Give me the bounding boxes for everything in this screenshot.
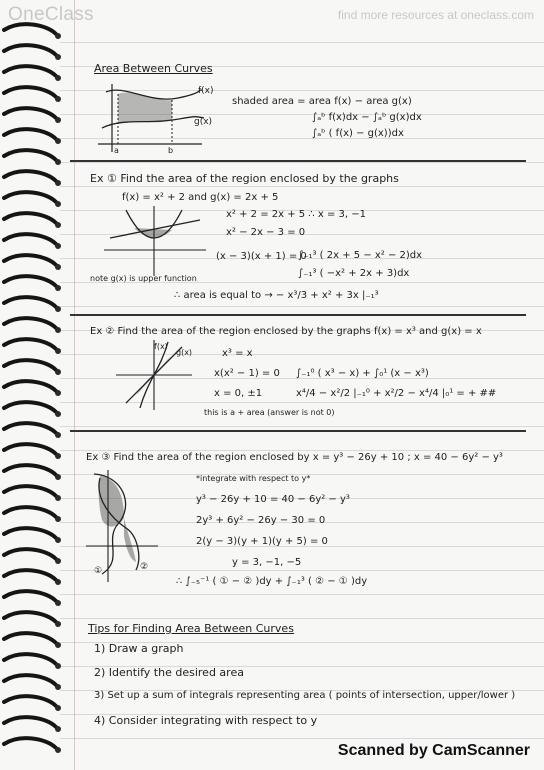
ruled-line <box>60 42 544 43</box>
spiral-ring <box>4 696 56 706</box>
punch-hole <box>55 180 61 186</box>
ex3-prompt: Ex ③ Find the area of the region enclosed by x = y³ − 26y + 10 ; x = 40 − 6y² − y³ <box>86 452 503 463</box>
punch-hole <box>55 285 61 291</box>
spiral-ring <box>4 402 56 412</box>
punch-hole <box>55 495 61 501</box>
section-divider <box>70 430 526 432</box>
tip-item-3: 3) Set up a sum of integrals representing area ( points of intersection, upper/lower ) <box>94 690 516 701</box>
spiral-ring <box>4 444 56 454</box>
punch-hole <box>55 138 61 144</box>
ex1-integral-2: ∫₋₁³ ( −x² + 2x + 3)dx <box>298 268 410 279</box>
spiral-ring <box>4 423 56 433</box>
punch-hole <box>55 390 61 396</box>
tip-item-1: 1) Draw a graph <box>94 642 184 655</box>
ex1-prompt: Ex ① Find the area of the region enclosed by the graphs <box>90 172 399 185</box>
spiral-ring <box>4 171 56 181</box>
spiral-ring <box>4 591 56 601</box>
section-divider <box>70 314 526 316</box>
spiral-ring <box>4 570 56 580</box>
spiral-ring <box>4 276 56 286</box>
punch-hole <box>55 159 61 165</box>
punch-hole <box>55 327 61 333</box>
tips-title: Tips for Finding Area Between Curves <box>88 622 294 635</box>
shaded-region <box>118 92 172 124</box>
ruled-line <box>60 162 544 163</box>
ruled-line <box>60 618 544 619</box>
ruled-line <box>60 426 544 427</box>
punch-hole <box>55 726 61 732</box>
ex1-note: note g(x) is upper function <box>90 274 197 283</box>
ex1-equation-3: (x − 3)(x + 1) = 0 <box>216 251 307 262</box>
spiral-ring <box>4 87 56 97</box>
spiral-ring <box>4 465 56 475</box>
ex2-equation-1: x³ = x <box>222 348 253 359</box>
ex1-equation-1: x² + 2 = 2x + 5 ∴ x = 3, −1 <box>226 209 366 220</box>
punch-hole <box>55 33 61 39</box>
punch-hole <box>55 117 61 123</box>
punch-hole <box>55 747 61 753</box>
spiral-ring <box>4 108 56 118</box>
punch-hole <box>55 663 61 669</box>
ex3-shaded-lower <box>124 518 136 562</box>
ruled-line <box>60 306 544 307</box>
ex3-curve-1-marker: ① <box>94 566 103 576</box>
ex2-label-g: g(x) <box>176 348 193 357</box>
intro-line-3: ∫ₐᵇ ( f(x) − g(x))dx <box>312 128 404 139</box>
intro-label-b: b <box>168 146 174 155</box>
spiral-ring <box>4 360 56 370</box>
spiral-ring <box>4 528 56 538</box>
punch-hole <box>55 600 61 606</box>
punch-hole <box>55 222 61 228</box>
section-title-area-between-curves: Area Between Curves <box>94 62 213 75</box>
intro-line-1: shaded area = area f(x) − area g(x) <box>232 96 412 107</box>
spiral-ring <box>4 192 56 202</box>
spiral-ring <box>4 45 56 55</box>
tip-item-4: 4) Consider integrating with respect to y <box>94 714 318 727</box>
ex2-note: this is a + area (answer is not 0) <box>204 408 335 417</box>
intro-label-a: a <box>114 146 119 155</box>
section-divider <box>70 160 526 162</box>
ex2-integral-2: x⁴/4 − x²/2 |₋₁⁰ + x²/2 − x⁴/4 |₀¹ = + ## <box>296 388 497 399</box>
ex3-equation-4: y = 3, −1, −5 <box>232 557 302 568</box>
spiral-ring <box>4 297 56 307</box>
ruled-line <box>60 594 544 595</box>
spiral-ring <box>4 339 56 349</box>
oneclass-logo: OneClass <box>8 4 94 25</box>
spiral-ring <box>4 738 56 748</box>
spiral-ring <box>4 612 56 622</box>
spiral-ring <box>4 633 56 643</box>
intro-label-g: g(x) <box>194 117 213 127</box>
ex1-functions: f(x) = x² + 2 and g(x) = 2x + 5 <box>122 192 279 203</box>
ex2-equation-2: x(x² − 1) = 0 <box>214 368 280 379</box>
spiral-ring <box>4 213 56 223</box>
ex2-prompt: Ex ② Find the area of the region enclosed by the graphs f(x) = x³ and g(x) = x <box>90 326 482 337</box>
ex3-note: *integrate with respect to y* <box>196 474 311 483</box>
spiral-ring <box>4 234 56 244</box>
spiral-ring <box>4 507 56 517</box>
punch-hole <box>55 306 61 312</box>
spiral-ring <box>4 150 56 160</box>
ex3-equation-1: y³ − 26y + 10 = 40 − 6y² − y³ <box>196 494 350 505</box>
punch-hole <box>55 75 61 81</box>
punch-hole <box>55 96 61 102</box>
scanner-stamp: Scanned by CamScanner <box>337 742 530 759</box>
punch-hole <box>55 54 61 60</box>
ex3-curve-2-marker: ② <box>140 562 149 572</box>
punch-hole <box>55 432 61 438</box>
spiral-ring <box>4 129 56 139</box>
spiral-ring <box>4 255 56 265</box>
page-margin-line <box>74 0 75 770</box>
punch-hole <box>55 579 61 585</box>
punch-hole <box>55 621 61 627</box>
spiral-ring <box>4 549 56 559</box>
ex3-result: ∴ ∫₋₅⁻¹ ( ① − ② )dy + ∫₋₁³ ( ② − ① )dy <box>176 576 368 587</box>
spiral-ring <box>4 66 56 76</box>
ex1-integral-1: ∫₋₁³ ( 2x + 5 − x² − 2)dx <box>298 250 423 261</box>
punch-hole <box>55 369 61 375</box>
intro-line-2: ∫ₐᵇ f(x)dx − ∫ₐᵇ g(x)dx <box>312 112 422 123</box>
punch-hole <box>55 705 61 711</box>
spiral-ring <box>4 675 56 685</box>
punch-hole <box>55 537 61 543</box>
spiral-ring <box>4 381 56 391</box>
ex1-graph <box>100 206 210 278</box>
spiral-ring <box>4 717 56 727</box>
ex2-label-f: f(x) <box>154 342 168 351</box>
tip-item-2: 2) Identify the desired area <box>94 666 244 679</box>
punch-hole <box>55 516 61 522</box>
ruled-line <box>60 738 544 739</box>
punch-hole <box>55 453 61 459</box>
punch-hole <box>55 201 61 207</box>
punch-hole <box>55 474 61 480</box>
ex1-result: ∴ area is equal to → − x³/3 + x² + 3x |₋₁³ <box>174 290 379 301</box>
punch-hole <box>55 642 61 648</box>
ex3-equation-2: 2y³ + 6y² − 26y − 30 = 0 <box>196 515 326 526</box>
ex2-equation-3: x = 0, ±1 <box>214 388 263 399</box>
punch-hole <box>55 558 61 564</box>
ex3-equation-3: 2(y − 3)(y + 1)(y + 5) = 0 <box>196 536 328 547</box>
spiral-binding <box>0 0 64 770</box>
spiral-ring <box>4 486 56 496</box>
spiral-ring <box>4 654 56 664</box>
intro-label-f: f(x) <box>198 86 214 96</box>
ex2-integral-1: ∫₋₁⁰ ( x³ − x) + ∫₀¹ (x − x³) <box>296 368 429 379</box>
spiral-ring <box>4 318 56 328</box>
ex1-equation-2: x² − 2x − 3 = 0 <box>226 227 306 238</box>
oneclass-link[interactable]: find more resources at oneclass.com <box>337 8 534 22</box>
punch-hole <box>55 411 61 417</box>
punch-hole <box>55 243 61 249</box>
punch-hole <box>55 348 61 354</box>
punch-hole <box>55 264 61 270</box>
ruled-line <box>60 450 544 451</box>
punch-hole <box>55 684 61 690</box>
ruled-line <box>60 186 544 187</box>
